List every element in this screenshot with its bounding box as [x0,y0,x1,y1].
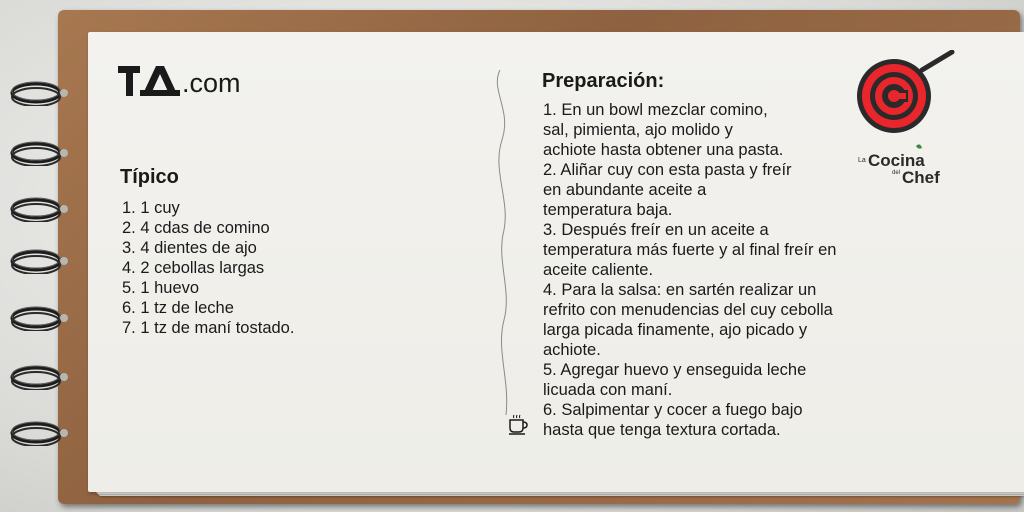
spiral-ring-icon [6,140,72,166]
spiral-ring-icon [6,80,72,106]
ta-logo-icon [118,64,180,98]
chef-logo-chef: Chef [902,168,940,187]
ingredient-item: 2. 4 cdas de comino [122,219,270,237]
ingredient-item: 5. 1 huevo [122,279,200,297]
spiral-ring-icon [6,196,72,222]
step-item: 4. Para la salsa: en sartén realizar un refrito con menudencias del cuy cebolla larga picada finamente, ajo picado y achiote. [543,281,833,359]
ingredient-item: 7. 1 tz de maní tostado. [122,319,295,337]
ta-logo [118,64,241,98]
chef-logo-cocina: Cocina [868,151,925,170]
step-item: 6. Salpimentar y cocer a fuego bajo hasta que tenga textura cortada. [543,401,803,439]
spiral-ring-icon [6,248,72,274]
chef-logo-del: del [892,170,901,176]
step-item: 5. Agregar huevo y enseguida leche licuada con maní. [543,361,807,399]
ingredient-item: 6. 1 tz de leche [122,299,234,317]
chef-pan-logo [856,50,956,190]
step-item: 1. En un bowl mezclar comino, sal, pimienta, ajo molido y achiote hasta obtener una pasta. [543,101,784,159]
spiral-ring-icon [6,305,72,331]
preparation-title: Preparación: [542,70,665,92]
ingredient-item: 4. 2 cebollas largas [122,259,265,277]
ta-domain: .com [182,68,241,98]
cup-icon [506,412,530,436]
spiral-ring-icon [6,420,72,446]
ingredients-title: Típico [120,166,179,188]
ingredient-item: 1. 1 cuy [122,199,180,217]
ingredients-list [122,198,294,338]
step-item: 2. Aliñar cuy con esta pasta y freír en abundante aceite a temperatura baja. [543,161,792,219]
spiral-ring-icon [6,364,72,390]
divider-string [486,70,526,415]
step-item: 3. Después freír en un aceite a temperatura más fuerte y al final freír en aceite caliente. [543,221,837,279]
ingredient-item: 3. 4 dientes de ajo [122,239,257,257]
chef-logo-la: La [858,157,866,164]
